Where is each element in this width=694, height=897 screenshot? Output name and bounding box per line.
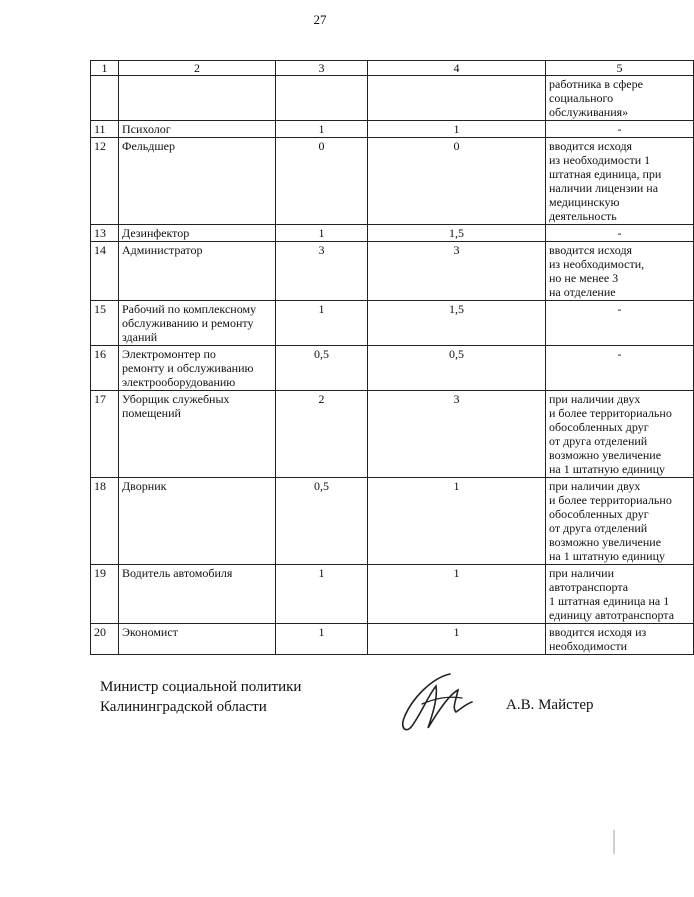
note-line: при наличии (549, 566, 614, 580)
position-name-line: Водитель автомобиля (122, 566, 233, 580)
position-name-line: ремонту и обслуживанию (122, 361, 254, 375)
note-line: - (617, 347, 622, 361)
note-cell (546, 242, 694, 301)
note-cell (546, 301, 694, 346)
column-3-value-cell: 1 (276, 225, 368, 242)
column-3-value-cell: 0,5 (276, 346, 368, 391)
note-cell (546, 225, 694, 242)
note-line: и более территориально (549, 406, 672, 420)
note-line: наличии лицензии на (549, 181, 659, 195)
handwritten-signature (392, 668, 482, 738)
row-number-cell: 13 (91, 225, 119, 242)
note-cell (546, 391, 694, 478)
note-line: - (617, 122, 622, 136)
continuation-col4-cell (368, 76, 546, 121)
note-line: необходимости (549, 639, 628, 653)
note-line: - (617, 226, 622, 240)
table-row (91, 301, 694, 346)
column-4-value-cell: 0 (368, 138, 546, 225)
position-line-2: Калининградской области (100, 699, 267, 715)
position-name-line: Уборщик служебных (122, 392, 230, 406)
note-cell (546, 624, 694, 655)
position-name-cell (119, 565, 276, 624)
note-line: деятельность (549, 209, 617, 223)
row-number-cell: 16 (91, 346, 119, 391)
table-row (91, 138, 694, 225)
position-name-line: помещений (122, 406, 181, 420)
header-cell-4: 4 (368, 61, 546, 76)
note-line: от друга отделений (549, 434, 648, 448)
position-name-cell (119, 138, 276, 225)
position-line-1: Министр социальной политики (100, 679, 302, 695)
row-number-cell: 15 (91, 301, 119, 346)
position-name-line: Рабочий по комплексному (122, 302, 257, 316)
note-line: обособленных друг (549, 420, 649, 434)
note-cell (546, 121, 694, 138)
position-name-line: обслуживанию и ремонту (122, 316, 254, 330)
note-line: на 1 штатную единицу (549, 549, 665, 563)
note-line: работника в сфере (549, 77, 643, 91)
staffing-table (90, 60, 694, 655)
column-3-value-cell: 3 (276, 242, 368, 301)
note-cell (546, 478, 694, 565)
table-row (91, 242, 694, 301)
column-4-value-cell: 1,5 (368, 225, 546, 242)
note-line: на отделение (549, 285, 616, 299)
row-number-cell: 17 (91, 391, 119, 478)
table-row (91, 565, 694, 624)
column-4-value-cell: 1,5 (368, 301, 546, 346)
note-line: от друга отделений (549, 521, 648, 535)
signature-block (100, 677, 301, 717)
header-cell-2: 2 (119, 61, 276, 76)
note-line: на 1 штатную единицу (549, 462, 665, 476)
table-header-row (91, 61, 694, 76)
note-line: - (617, 302, 622, 316)
row-number-cell: 14 (91, 242, 119, 301)
table-row (91, 624, 694, 655)
note-line: социального (549, 91, 614, 105)
note-line: при наличии двух (549, 392, 641, 406)
note-line: обособленных друг (549, 507, 649, 521)
note-line: 1 штатная единица на 1 (549, 594, 670, 608)
continuation-row (91, 76, 694, 121)
row-number-cell: 12 (91, 138, 119, 225)
position-name-line: Дворник (122, 479, 167, 493)
column-4-value-cell: 3 (368, 242, 546, 301)
column-3-value-cell: 1 (276, 121, 368, 138)
position-name-line: Психолог (122, 122, 171, 136)
column-3-value-cell: 0,5 (276, 478, 368, 565)
note-line: штатная единица, при (549, 167, 662, 181)
position-name-line: Администратор (122, 243, 203, 257)
position-name-cell (119, 478, 276, 565)
position-name-cell (119, 346, 276, 391)
row-number-cell: 20 (91, 624, 119, 655)
position-name-line: Дезинфектор (122, 226, 190, 240)
continuation-col3-cell (276, 76, 368, 121)
table-row (91, 346, 694, 391)
note-line: автотранспорта (549, 580, 629, 594)
column-4-value-cell: 3 (368, 391, 546, 478)
row-number-cell: 19 (91, 565, 119, 624)
position-name-cell (119, 624, 276, 655)
column-3-value-cell: 1 (276, 301, 368, 346)
position-name-line: Экономист (122, 625, 178, 639)
page-number: 27 (313, 12, 327, 27)
table-row (91, 391, 694, 478)
column-4-value-cell: 0,5 (368, 346, 546, 391)
continuation-name-cell (119, 76, 276, 121)
header-cell-3: 3 (276, 61, 368, 76)
note-line: медицинскую (549, 195, 620, 209)
column-4-value-cell: 1 (368, 121, 546, 138)
position-name-line: зданий (122, 330, 158, 344)
note-cell (546, 346, 694, 391)
note-line: вводится исходя (549, 139, 633, 153)
note-line: вводится исходя (549, 243, 633, 257)
column-4-value-cell: 1 (368, 624, 546, 655)
position-name-line: электрооборудованию (122, 375, 236, 389)
note-line: единицу автотранспорта (549, 608, 675, 622)
note-line: при наличии двух (549, 479, 641, 493)
row-number-cell: 18 (91, 478, 119, 565)
header-cell-5: 5 (546, 61, 694, 76)
column-3-value-cell: 1 (276, 565, 368, 624)
column-3-value-cell: 0 (276, 138, 368, 225)
column-3-value-cell: 2 (276, 391, 368, 478)
note-line: обслуживания» (549, 105, 629, 119)
position-name-cell (119, 225, 276, 242)
header-cell-1: 1 (91, 61, 119, 76)
column-4-value-cell: 1 (368, 565, 546, 624)
staffing-table-body (91, 61, 694, 655)
signer-name: А.В. Майстер (506, 697, 594, 713)
table-row (91, 478, 694, 565)
position-name-cell (119, 391, 276, 478)
position-name-cell (119, 301, 276, 346)
note-line: и более территориально (549, 493, 672, 507)
column-3-value-cell: 1 (276, 624, 368, 655)
position-name-line: Фельдшер (122, 139, 175, 153)
scan-edge-mark (613, 830, 615, 854)
note-line: возможно увеличение (549, 448, 662, 462)
note-line: вводится исходя из (549, 625, 647, 639)
note-cell (546, 138, 694, 225)
note-line: возможно увеличение (549, 535, 662, 549)
note-line: из необходимости, (549, 257, 645, 271)
position-name-cell (119, 242, 276, 301)
note-line: но не менее 3 (549, 271, 619, 285)
position-name-cell (119, 121, 276, 138)
note-line: из необходимости 1 (549, 153, 651, 167)
position-name-line: Электромонтер по (122, 347, 216, 361)
table-row (91, 121, 694, 138)
column-4-value-cell: 1 (368, 478, 546, 565)
continuation-note-cell (546, 76, 694, 121)
note-cell (546, 565, 694, 624)
continuation-num-cell (91, 76, 119, 121)
table-row (91, 225, 694, 242)
row-number-cell: 11 (91, 121, 119, 138)
